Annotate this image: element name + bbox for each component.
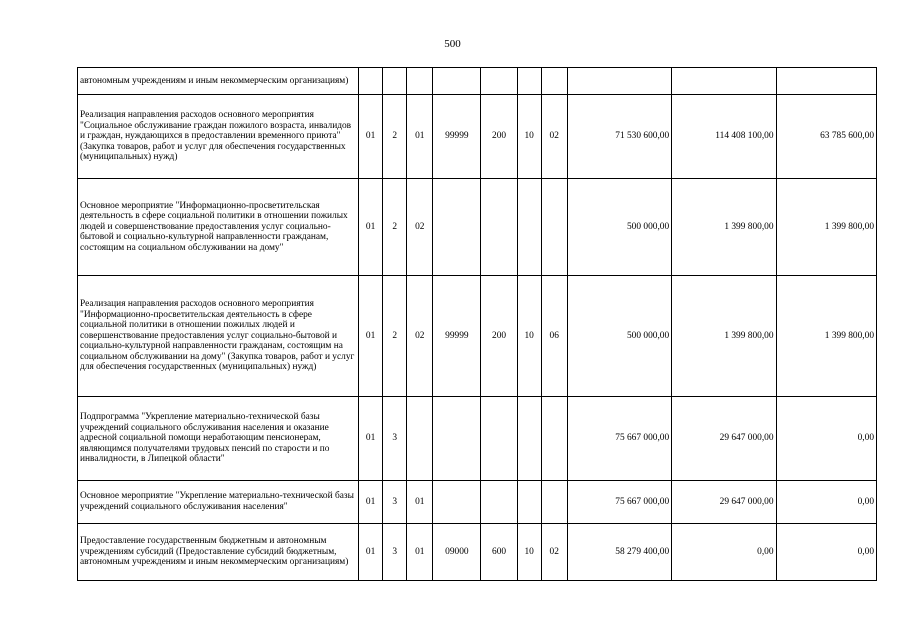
direction-code: [433, 179, 481, 276]
subprogram-code: 2: [383, 276, 407, 397]
subsection-code: [541, 397, 567, 481]
expense-type-code: [481, 68, 517, 95]
program-code: 01: [359, 397, 383, 481]
section-code: [517, 481, 541, 524]
subprogram-code: 3: [383, 481, 407, 524]
row-name: Основное мероприятие "Информационно-просветительская деятельность в сфере социальной политики в отношении пожилых людей и совершенствование предоставления услуг социально-бытовой и социально-культурной направленности гражданам, состоящим на социальном обслуживании на дому": [78, 179, 359, 276]
amount-year-1: 500 000,00: [567, 276, 671, 397]
program-code: 01: [359, 179, 383, 276]
row-name: Реализация направления расходов основного мероприятия "Социальное обслуживание граждан пожилого возраста, инвалидов и граждан, нуждающихся в предоставлении временного приюта" (Закупка товаров, работ и услуг для обеспечения государственных (муниципальных) нужд): [78, 95, 359, 179]
direction-code: [433, 397, 481, 481]
subprogram-code: 2: [383, 95, 407, 179]
row-name: автономным учреждениям и иным некоммерческим организациям): [78, 68, 359, 95]
section-code: 10: [517, 95, 541, 179]
table-row: [78, 276, 877, 397]
amount-year-2: [672, 68, 776, 95]
expense-type-code: 200: [481, 95, 517, 179]
row-name: Реализация направления расходов основного мероприятия "Информационно-просветительская деятельность в сфере социальной политики в отношении пожилых людей и совершенствование предоставления услуг социально-бытовой и социально-культурной направленности гражданам, состоящим на социальном обслуживании на дому" (Закупка товаров, работ и услуг для обеспечения государственных (муниципальных) нужд): [78, 276, 359, 397]
amount-year-3: 1 399 800,00: [776, 179, 876, 276]
main-event-code: [407, 68, 433, 95]
row-name: Предоставление государственным бюджетным и автономным учреждениям субсидий (Предоставление субсидий бюджетным, автономным учреждениям и иным некоммерческим организациям): [78, 524, 359, 581]
expense-type-code: 600: [481, 524, 517, 581]
amount-year-1: 75 667 000,00: [567, 481, 671, 524]
amount-year-1: 58 279 400,00: [567, 524, 671, 581]
amount-year-1: 500 000,00: [567, 179, 671, 276]
main-event-code: 01: [407, 95, 433, 179]
amount-year-2: 29 647 000,00: [672, 481, 776, 524]
row-name: Подпрограмма "Укрепление материально-технической базы учреждений социального обслуживания населения и оказание адресной социальной помощи неработающим пенсионерам, являющимся получателями трудовых пенсий по старости и по инвалидности, в Липецкой области": [78, 397, 359, 481]
budget-table: [77, 67, 877, 581]
main-event-code: 01: [407, 524, 433, 581]
amount-year-3: 0,00: [776, 397, 876, 481]
subsection-code: 02: [541, 524, 567, 581]
program-code: 01: [359, 524, 383, 581]
direction-code: 99999: [433, 276, 481, 397]
subprogram-code: 3: [383, 397, 407, 481]
subsection-code: [541, 179, 567, 276]
amount-year-2: 1 399 800,00: [672, 179, 776, 276]
program-code: 01: [359, 95, 383, 179]
amount-year-1: 71 530 600,00: [567, 95, 671, 179]
main-event-code: 02: [407, 276, 433, 397]
table-row: [78, 481, 877, 524]
amount-year-3: 63 785 600,00: [776, 95, 876, 179]
amount-year-3: [776, 68, 876, 95]
direction-code: [433, 481, 481, 524]
subprogram-code: 3: [383, 524, 407, 581]
amount-year-2: 1 399 800,00: [672, 276, 776, 397]
amount-year-2: 0,00: [672, 524, 776, 581]
direction-code: 09000: [433, 524, 481, 581]
main-event-code: [407, 397, 433, 481]
amount-year-2: 114 408 100,00: [672, 95, 776, 179]
amount-year-1: 75 667 000,00: [567, 397, 671, 481]
expense-type-code: [481, 481, 517, 524]
expense-type-code: [481, 179, 517, 276]
section-code: [517, 397, 541, 481]
subsection-code: 02: [541, 95, 567, 179]
subsection-code: 06: [541, 276, 567, 397]
table-row: [78, 68, 877, 95]
row-name: Основное мероприятие "Укрепление материально-технической базы учреждений социального обслуживания населения": [78, 481, 359, 524]
subsection-code: [541, 481, 567, 524]
amount-year-3: 1 399 800,00: [776, 276, 876, 397]
table-row: [78, 179, 877, 276]
expense-type-code: 200: [481, 276, 517, 397]
section-code: 10: [517, 276, 541, 397]
section-code: [517, 68, 541, 95]
section-code: [517, 179, 541, 276]
table-row: [78, 524, 877, 581]
main-event-code: 01: [407, 481, 433, 524]
table-row: [78, 95, 877, 179]
expense-type-code: [481, 397, 517, 481]
subprogram-code: 2: [383, 179, 407, 276]
program-code: 01: [359, 276, 383, 397]
amount-year-2: 29 647 000,00: [672, 397, 776, 481]
program-code: [359, 68, 383, 95]
page-number: 500: [444, 38, 461, 50]
amount-year-3: 0,00: [776, 524, 876, 581]
subprogram-code: [383, 68, 407, 95]
subsection-code: [541, 68, 567, 95]
direction-code: 99999: [433, 95, 481, 179]
direction-code: [433, 68, 481, 95]
program-code: 01: [359, 481, 383, 524]
amount-year-3: 0,00: [776, 481, 876, 524]
main-event-code: 02: [407, 179, 433, 276]
amount-year-1: [567, 68, 671, 95]
section-code: 10: [517, 524, 541, 581]
table-row: [78, 397, 877, 481]
